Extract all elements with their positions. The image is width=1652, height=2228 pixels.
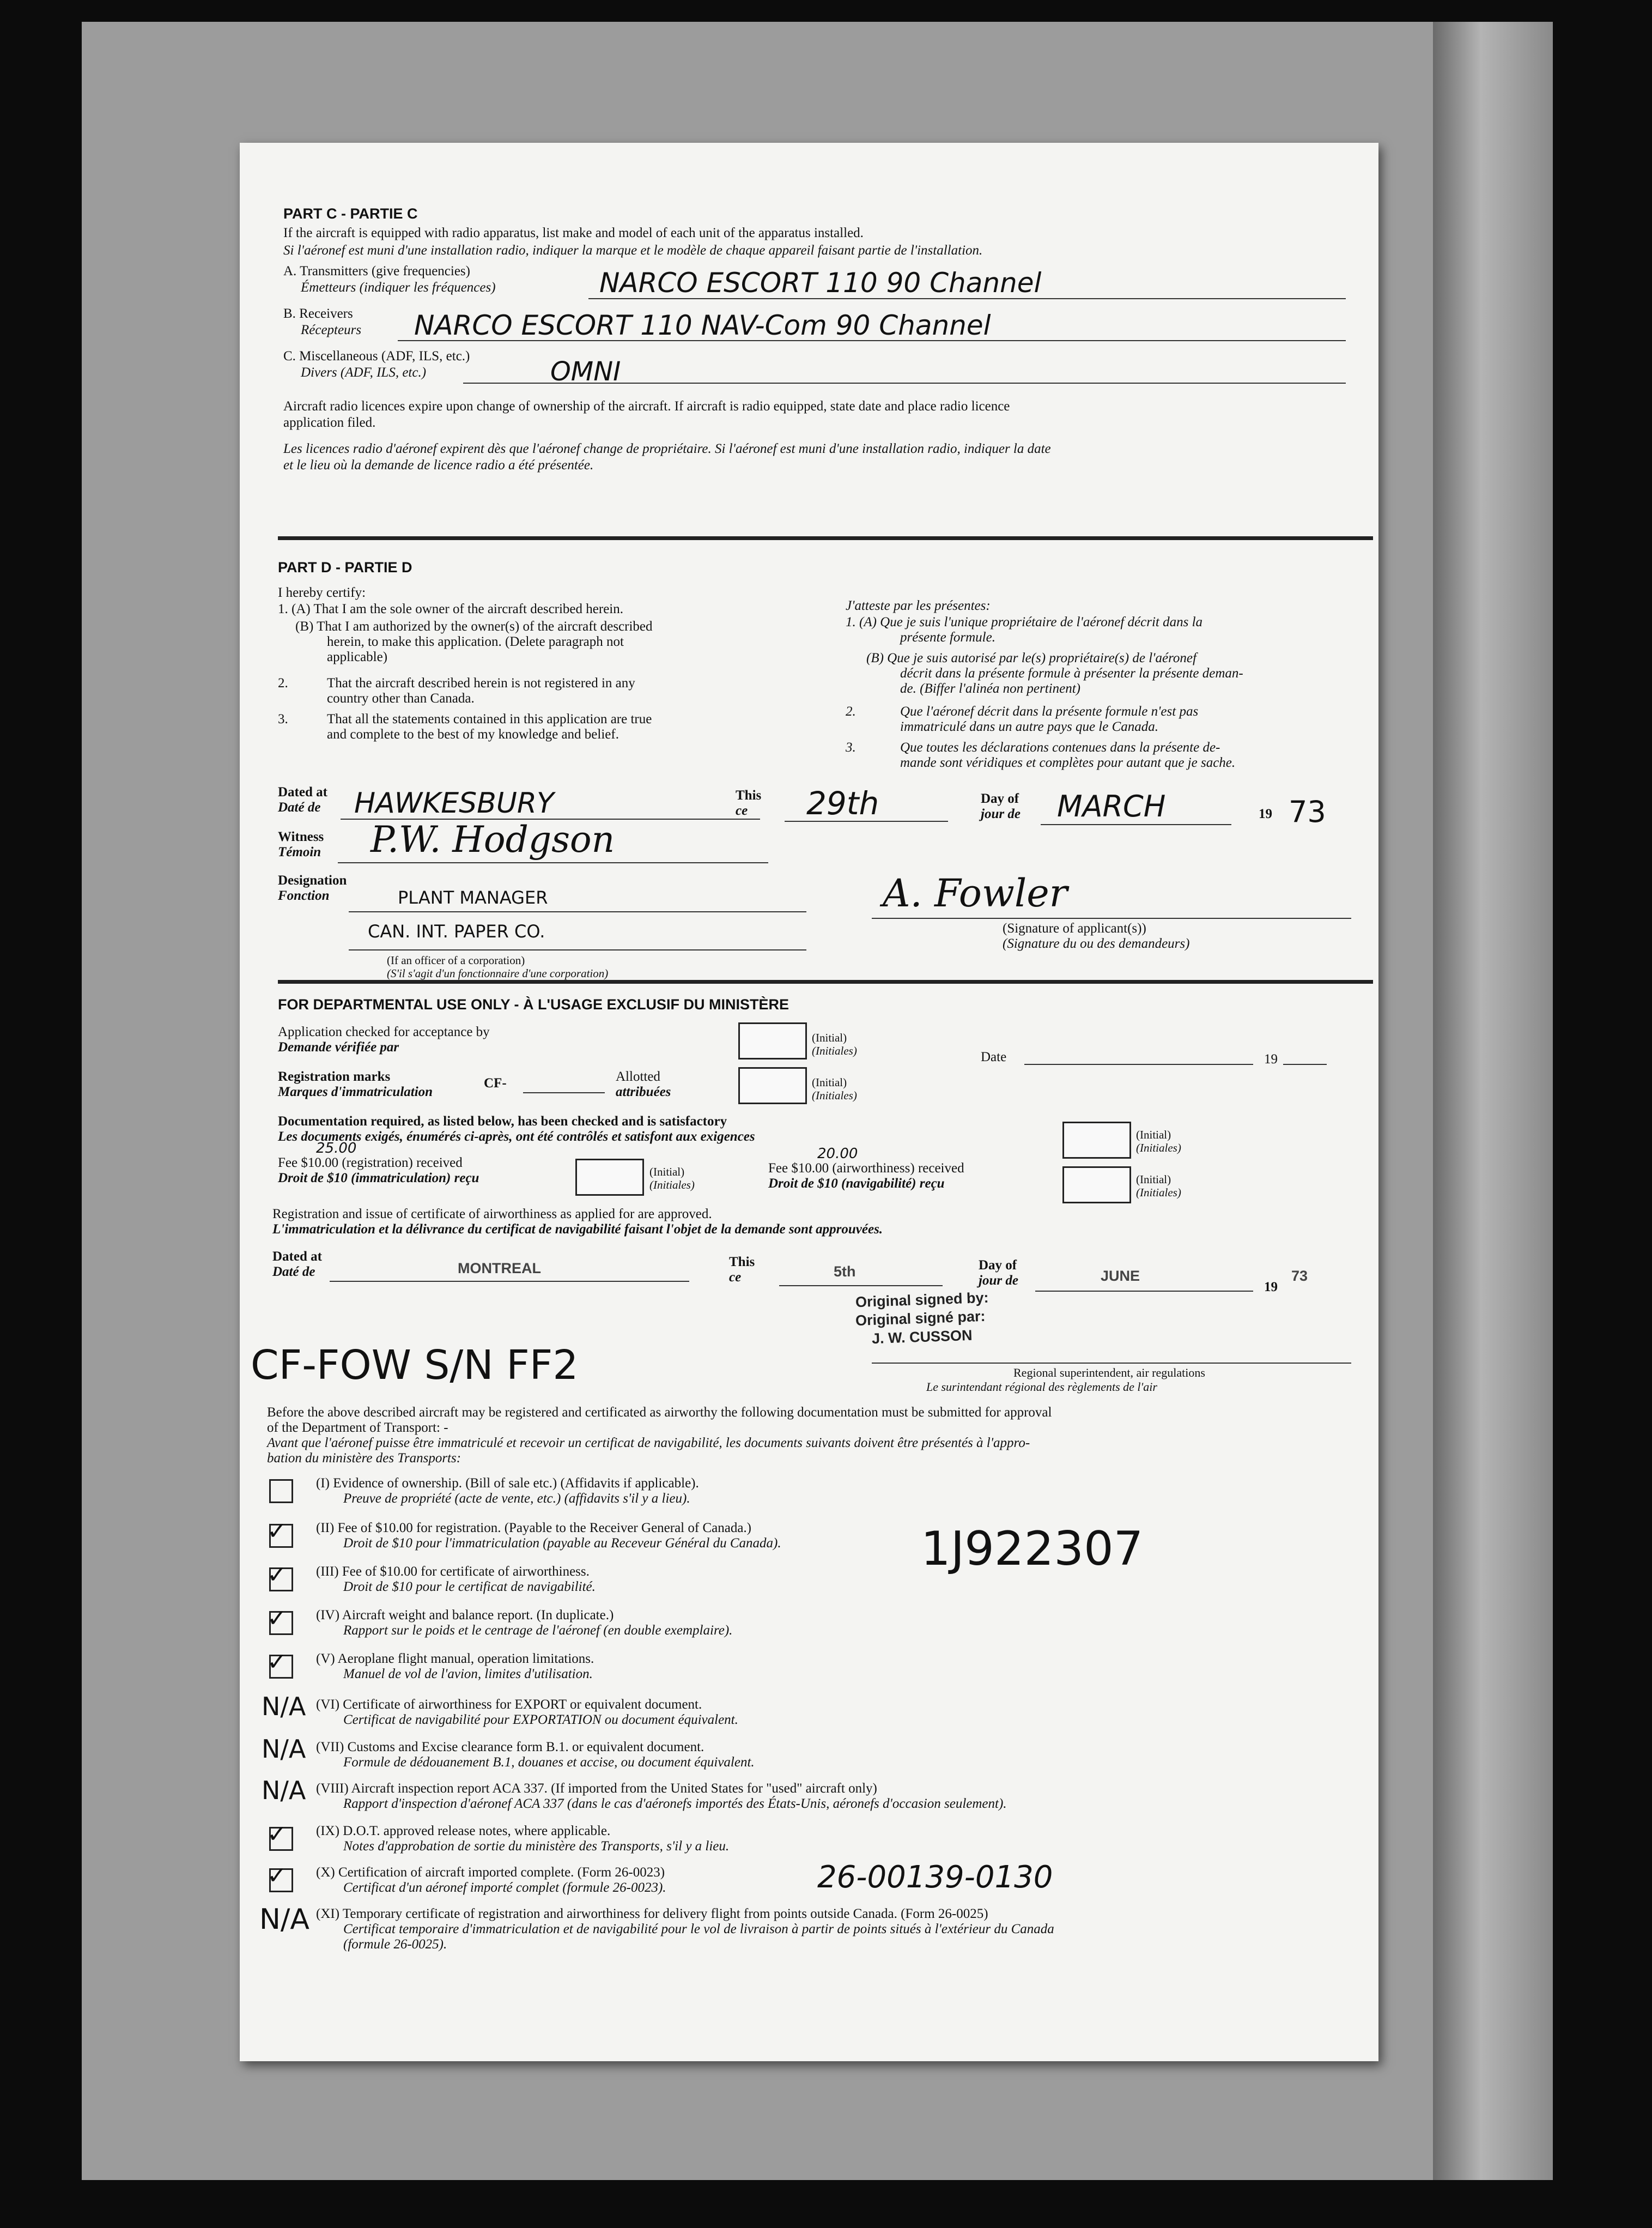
company-line — [349, 949, 806, 950]
doc-item-fr: Formule de dédouanement B.1, douanes et accise, ou document équivalent. — [343, 1755, 755, 1770]
receivers-label-en: B. Receivers — [283, 306, 353, 321]
officer-note-en: (If an officer of a corporation) — [387, 954, 525, 967]
initial-label: (Initial) — [649, 1165, 685, 1178]
dept-this-en: This — [729, 1255, 755, 1269]
initiales-label: (Initiales) — [649, 1178, 695, 1191]
doc-item-fr: Preuve de propriété (acte de vente, etc.) (affidavits s'il y a lieu). — [343, 1491, 690, 1506]
doc-item-fr: Certificat d'un aéronef importé complet (formule 26-0023). — [343, 1880, 666, 1895]
certify-fr-1b-2: décrit dans la présente formule à présenter la présente deman- — [900, 666, 1243, 681]
dept-day-of-en: Day of — [979, 1258, 1017, 1273]
doc-item-mark: N/A — [262, 1692, 306, 1721]
transmitters-label-en: A. Transmitters (give frequencies) — [283, 264, 470, 278]
doc-req-initial-box[interactable] — [1062, 1122, 1131, 1159]
dept-day-of-line — [1035, 1291, 1253, 1292]
doc-item-en: (V) Aeroplane flight manual, operation limitations. — [316, 1651, 594, 1666]
doc-item-mark: N/A — [262, 1734, 306, 1764]
registration-handwritten: CF-FOW S/N FF2 — [251, 1342, 579, 1389]
transmitters-value: NARCO ESCORT 110 90 Channel — [599, 267, 1042, 299]
initial-label: (Initial) — [812, 1031, 847, 1044]
doc-item-en: (VII) Customs and Excise clearance form B.1. or equivalent document. — [316, 1740, 704, 1754]
doc-item-mark: ✓ — [267, 1605, 287, 1632]
doc-item-en: (III) Fee of $10.00 for certificate of airworthiness. — [316, 1564, 590, 1579]
doc-item-fr-cont: (formule 26-0025). — [343, 1937, 447, 1952]
issue-approved-fr: L'immatriculation et la délivrance du certificat de navigabilité faisant l'objet de la demande sont approuvées. — [272, 1222, 883, 1237]
dept-day-of-value: JUNE — [1101, 1268, 1140, 1284]
initiales-label: (Initiales) — [812, 1089, 857, 1102]
initiales-label: (Initiales) — [812, 1044, 857, 1057]
certify-fr-1a-1: 1. (A) Que je suis l'unique propriétaire de l'aéronef décrit dans la — [846, 615, 1203, 629]
docs-intro-fr-1: Avant que l'aéronef puisse être immatriculé et recevoir un certificat de navigabilité, les documents suivants doivent être présentés à l'appro- — [267, 1436, 1030, 1450]
checked-initial-box[interactable] — [738, 1022, 807, 1059]
certify-fr-3-num: 3. — [846, 740, 856, 755]
receivers-value: NARCO ESCORT 110 NAV-Com 90 Channel — [414, 310, 991, 341]
regional-supt-fr: Le surintendant régional des règlements de l'air — [926, 1380, 1157, 1394]
this-en: This — [736, 788, 762, 803]
designation-value: PLANT MANAGER — [398, 887, 548, 908]
fee-air-handwritten: 20.00 — [817, 1146, 858, 1162]
doc-req-en: Documentation required, as listed below, has been checked and is satisfactory — [278, 1114, 727, 1129]
company-value: CAN. INT. PAPER CO. — [368, 921, 545, 942]
designation-fr: Fonction — [278, 888, 330, 903]
dept-this-fr: ce — [729, 1270, 742, 1285]
receivers-label-fr: Récepteurs — [301, 323, 362, 337]
day-of-en: Day of — [981, 791, 1019, 806]
date-year-prefix: 19 — [1264, 1052, 1278, 1067]
section-divider — [278, 980, 1373, 984]
doc-item-mark: ✓ — [267, 1517, 287, 1545]
regional-supt-en: Regional superintendent, air regulations — [1013, 1366, 1205, 1379]
radio-note-fr-2: et le lieu où la demande de licence radio a été présentée. — [283, 458, 594, 473]
dept-dated-at-en: Dated at — [272, 1249, 322, 1264]
folder-edge — [1433, 22, 1553, 2180]
doc-item-checkbox[interactable] — [269, 1479, 293, 1503]
doc-item-en: (VIII) Aircraft inspection report ACA 337. (If imported from the United States for "used" aircraft only) — [316, 1781, 877, 1796]
certify-en-2-2: country other than Canada. — [327, 691, 475, 706]
dept-heading: FOR DEPARTMENTAL USE ONLY - À L'USAGE EXCLUSIF DU MINISTÈRE — [278, 996, 789, 1013]
initial-label: (Initial) — [1136, 1173, 1171, 1186]
dept-dated-at-value: MONTREAL — [458, 1260, 541, 1276]
dated-at-en: Dated at — [278, 785, 327, 800]
issue-approved-en: Registration and issue of certificate of airworthiness as applied for are approved. — [272, 1207, 712, 1221]
doc-item-fr: Droit de $10 pour le certificat de navigabilité. — [343, 1579, 596, 1594]
certify-fr-1a-2: présente formule. — [900, 630, 995, 645]
doc-item-mark: ✓ — [267, 1648, 287, 1676]
witness-line — [338, 862, 768, 863]
certify-en: I hereby certify: — [278, 585, 366, 600]
supt-signature-line — [872, 1363, 1351, 1364]
certify-en-3-num: 3. — [278, 712, 288, 726]
certify-fr-1b-1: (B) Que je suis autorisé par le(s) propriétaire(s) de l'aéronef — [866, 651, 1197, 665]
doc-req-fr: Les documents exigés, énumérés ci-après, ont été contrôlés et satisfont aux exigences — [278, 1129, 755, 1144]
certify-en-1b-3: applicable) — [327, 650, 388, 664]
dept-year-prefix: 19 — [1264, 1280, 1278, 1294]
certify-en-1b-2: herein, to make this application. (Delete paragraph not — [327, 634, 624, 649]
doc-item-mark: N/A — [259, 1903, 309, 1936]
doc-item-fr: Manuel de vol de l'avion, limites d'utilisation. — [343, 1667, 593, 1681]
fee-reg-handwritten: 25.00 — [316, 1140, 357, 1157]
witness-en: Witness — [278, 830, 324, 844]
this-value: 29th — [806, 785, 879, 822]
date-year-line — [1283, 1064, 1327, 1065]
doc-item-en: (IV) Aircraft weight and balance report. (In duplicate.) — [316, 1608, 614, 1622]
certify-en-1b-1: (B) That I am authorized by the owner(s) of the aircraft described — [295, 619, 653, 634]
officer-note-fr: (S'il s'agit d'un fonctionnaire d'une corporation) — [387, 967, 609, 980]
reg-marks-fr: Marques d'immatriculation — [278, 1085, 433, 1099]
this-fr: ce — [736, 803, 748, 818]
fee-air-fr: Droit de $10 (navigabilité) reçu — [768, 1176, 945, 1191]
dated-at-value: HAWKESBURY — [354, 787, 554, 820]
part-d-heading: PART D - PARTIE D — [278, 559, 412, 576]
certify-fr-2-num: 2. — [846, 704, 856, 719]
doc-item-mark: ✓ — [267, 1862, 287, 1890]
reg-marks-en: Registration marks — [278, 1069, 391, 1084]
certify-fr-1b-3: de. (Biffer l'alinéa non pertinent) — [900, 681, 1080, 696]
part-c-heading: PART C - PARTIE C — [283, 205, 418, 222]
dated-at-fr: Daté de — [278, 800, 321, 815]
doc-item-en: (VI) Certificate of airworthiness for EXPORT or equivalent document. — [316, 1697, 702, 1712]
misc-value: OMNI — [550, 356, 621, 387]
designation-en: Designation — [278, 873, 347, 888]
doc-item-fr: Rapport d'inspection d'aéronef ACA 337 (dans le cas d'aéronefs importés des États-Unis, aéronefs d'occasion seulement). — [343, 1796, 1007, 1811]
certify-en-3-1: That all the statements contained in this application are true — [327, 712, 652, 726]
date-line — [1024, 1064, 1253, 1065]
allotted-initial-box[interactable] — [738, 1067, 807, 1104]
initial-label: (Initial) — [1136, 1128, 1171, 1141]
allotted-en: Allotted — [616, 1069, 660, 1084]
signature-label-fr: (Signature du ou des demandeurs) — [1003, 936, 1190, 951]
certify-en-3-2: and complete to the best of my knowledge and belief. — [327, 727, 619, 742]
doc-item-fr: Certificat de navigabilité pour EXPORTATION ou document équivalent. — [343, 1712, 738, 1727]
applicant-signature-line — [872, 918, 1351, 919]
day-of-fr: jour de — [981, 807, 1021, 821]
part-c-intro-fr: Si l'aéronef est muni d'une installation radio, indiquer la marque et le modèle de chaque appareil faisant partie de l'installation. — [283, 243, 983, 258]
aircraft-registration-form — [240, 143, 1378, 2061]
doc-item-en: (II) Fee of $10.00 for registration. (Payable to the Receiver General of Canada.) — [316, 1521, 751, 1535]
docs-intro-fr-2: bation du ministère des Transports: — [267, 1451, 461, 1466]
doc-item-en: (IX) D.O.T. approved release notes, where applicable. — [316, 1824, 611, 1838]
dept-year-value: 73 — [1291, 1268, 1308, 1284]
dept-this-value: 5th — [834, 1263, 856, 1280]
year-prefix: 19 — [1259, 807, 1272, 821]
part-c-intro-en: If the aircraft is equipped with radio apparatus, list make and model of each unit of the apparatus installed. — [283, 226, 864, 240]
dept-this-line — [779, 1285, 943, 1286]
dept-dated-at-line — [330, 1281, 689, 1282]
certify-fr-3-1: Que toutes les déclarations contenues dans la présente de- — [900, 740, 1220, 755]
signed-stamp-fr: Original signé par: — [855, 1307, 986, 1329]
doc-item-en: (XI) Temporary certificate of registration and airworthiness for delivery flight from points outside Canada. (Form 26-0025) — [316, 1906, 988, 1921]
date-label: Date — [981, 1050, 1007, 1064]
certify-en-2-1: That the aircraft described herein is not registered in any — [327, 676, 635, 691]
cf-prefix: CF- — [484, 1076, 507, 1091]
checked-en: Application checked for acceptance by — [278, 1025, 490, 1039]
witness-fr: Témoin — [278, 845, 321, 859]
radio-note-en-2: application filed. — [283, 415, 376, 430]
initiales-label: (Initiales) — [1136, 1186, 1181, 1199]
radio-note-fr-1: Les licences radio d'aéronef expirent dès que l'aéronef change de propriétaire. Si l'aéronef est muni d'une installation radio, indiquer la date — [283, 441, 1051, 456]
certify-fr: J'atteste par les présentes: — [846, 598, 991, 613]
doc-item-en: (X) Certification of aircraft imported complete. (Form 26-0023) — [316, 1865, 665, 1880]
radio-note-en-1: Aircraft radio licences expire upon change of ownership of the aircraft. If aircraft is radio equipped, state date and place radio licence — [283, 399, 1010, 414]
dept-day-of-fr: jour de — [979, 1273, 1018, 1288]
cf-line — [523, 1092, 605, 1093]
applicant-signature: A. Fowler — [883, 871, 1068, 916]
fee-air-initial-box[interactable] — [1062, 1166, 1131, 1203]
doc-item-mark: ✓ — [267, 1820, 287, 1848]
docs-intro-en-1: Before the above described aircraft may be registered and certificated as airworthy the following documentation must be submitted for approval — [267, 1405, 1052, 1420]
fee-reg-en: Fee $10.00 (registration) received — [278, 1155, 463, 1170]
initiales-label: (Initiales) — [1136, 1141, 1181, 1154]
doc-item-en: (I) Evidence of ownership. (Bill of sale etc.) (Affidavits if applicable). — [316, 1476, 699, 1491]
docs-intro-en-2: of the Department of Transport: - — [267, 1420, 448, 1435]
checked-fr: Demande vérifiée par — [278, 1040, 399, 1055]
day-of-value: MARCH — [1057, 789, 1166, 824]
fee-reg-fr: Droit de $10 (immatriculation) reçu — [278, 1171, 479, 1185]
fee-reg-initial-box[interactable] — [575, 1159, 644, 1196]
certify-fr-2-2: immatriculé dans un autre pays que le Canada. — [900, 719, 1159, 734]
doc-item-fr: Rapport sur le poids et le centrage de l'aéronef (en double exemplaire). — [343, 1623, 733, 1638]
misc-label-en: C. Miscellaneous (ADF, ILS, etc.) — [283, 349, 470, 364]
designation-line — [349, 911, 806, 912]
signature-label-en: (Signature of applicant(s)) — [1003, 921, 1146, 936]
doc-item-mark: N/A — [262, 1776, 306, 1805]
signed-stamp-name: J. W. CUSSON — [871, 1327, 973, 1347]
fee-air-en: Fee $10.00 (airworthiness) received — [768, 1161, 964, 1176]
doc-item-fr: Certificat temporaire d'immatriculation et de navigabilité pour le vol de livraison à partir de points situés à l'extérieur du Canada — [343, 1922, 1054, 1936]
transmitters-label-fr: Émetteurs (indiquer les fréquences) — [301, 280, 496, 295]
day-of-line — [1041, 824, 1231, 825]
receipt-number-handwritten: 1J922307 — [921, 1522, 1144, 1576]
signed-stamp-en: Original signed by: — [855, 1289, 989, 1311]
certify-en-1a: 1. (A) That I am the sole owner of the aircraft described herein. — [278, 602, 623, 616]
initial-label: (Initial) — [812, 1076, 847, 1089]
witness-signature: P.W. Hodgson — [371, 819, 615, 861]
dept-dated-at-fr: Daté de — [272, 1264, 315, 1279]
misc-label-fr: Divers (ADF, ILS, etc.) — [301, 365, 427, 380]
section-divider — [278, 536, 1373, 540]
certify-en-2-num: 2. — [278, 676, 288, 691]
allotted-fr: attribuées — [616, 1085, 671, 1099]
certify-fr-3-2: mande sont véridiques et complètes pour autant que je sache. — [900, 755, 1236, 770]
doc-item-fr: Notes d'approbation de sortie du ministère des Transports, s'il y a lieu. — [343, 1839, 730, 1854]
doc-item-mark: ✓ — [267, 1561, 287, 1589]
doc-item-fr: Droit de $10 pour l'immatriculation (payable au Receveur Général du Canada). — [343, 1536, 781, 1551]
year-value: 73 — [1289, 795, 1326, 829]
certificate-number-handwritten: 26-00139-0130 — [817, 1860, 1053, 1895]
certify-fr-2-1: Que l'aéronef décrit dans la présente formule n'est pas — [900, 704, 1199, 719]
